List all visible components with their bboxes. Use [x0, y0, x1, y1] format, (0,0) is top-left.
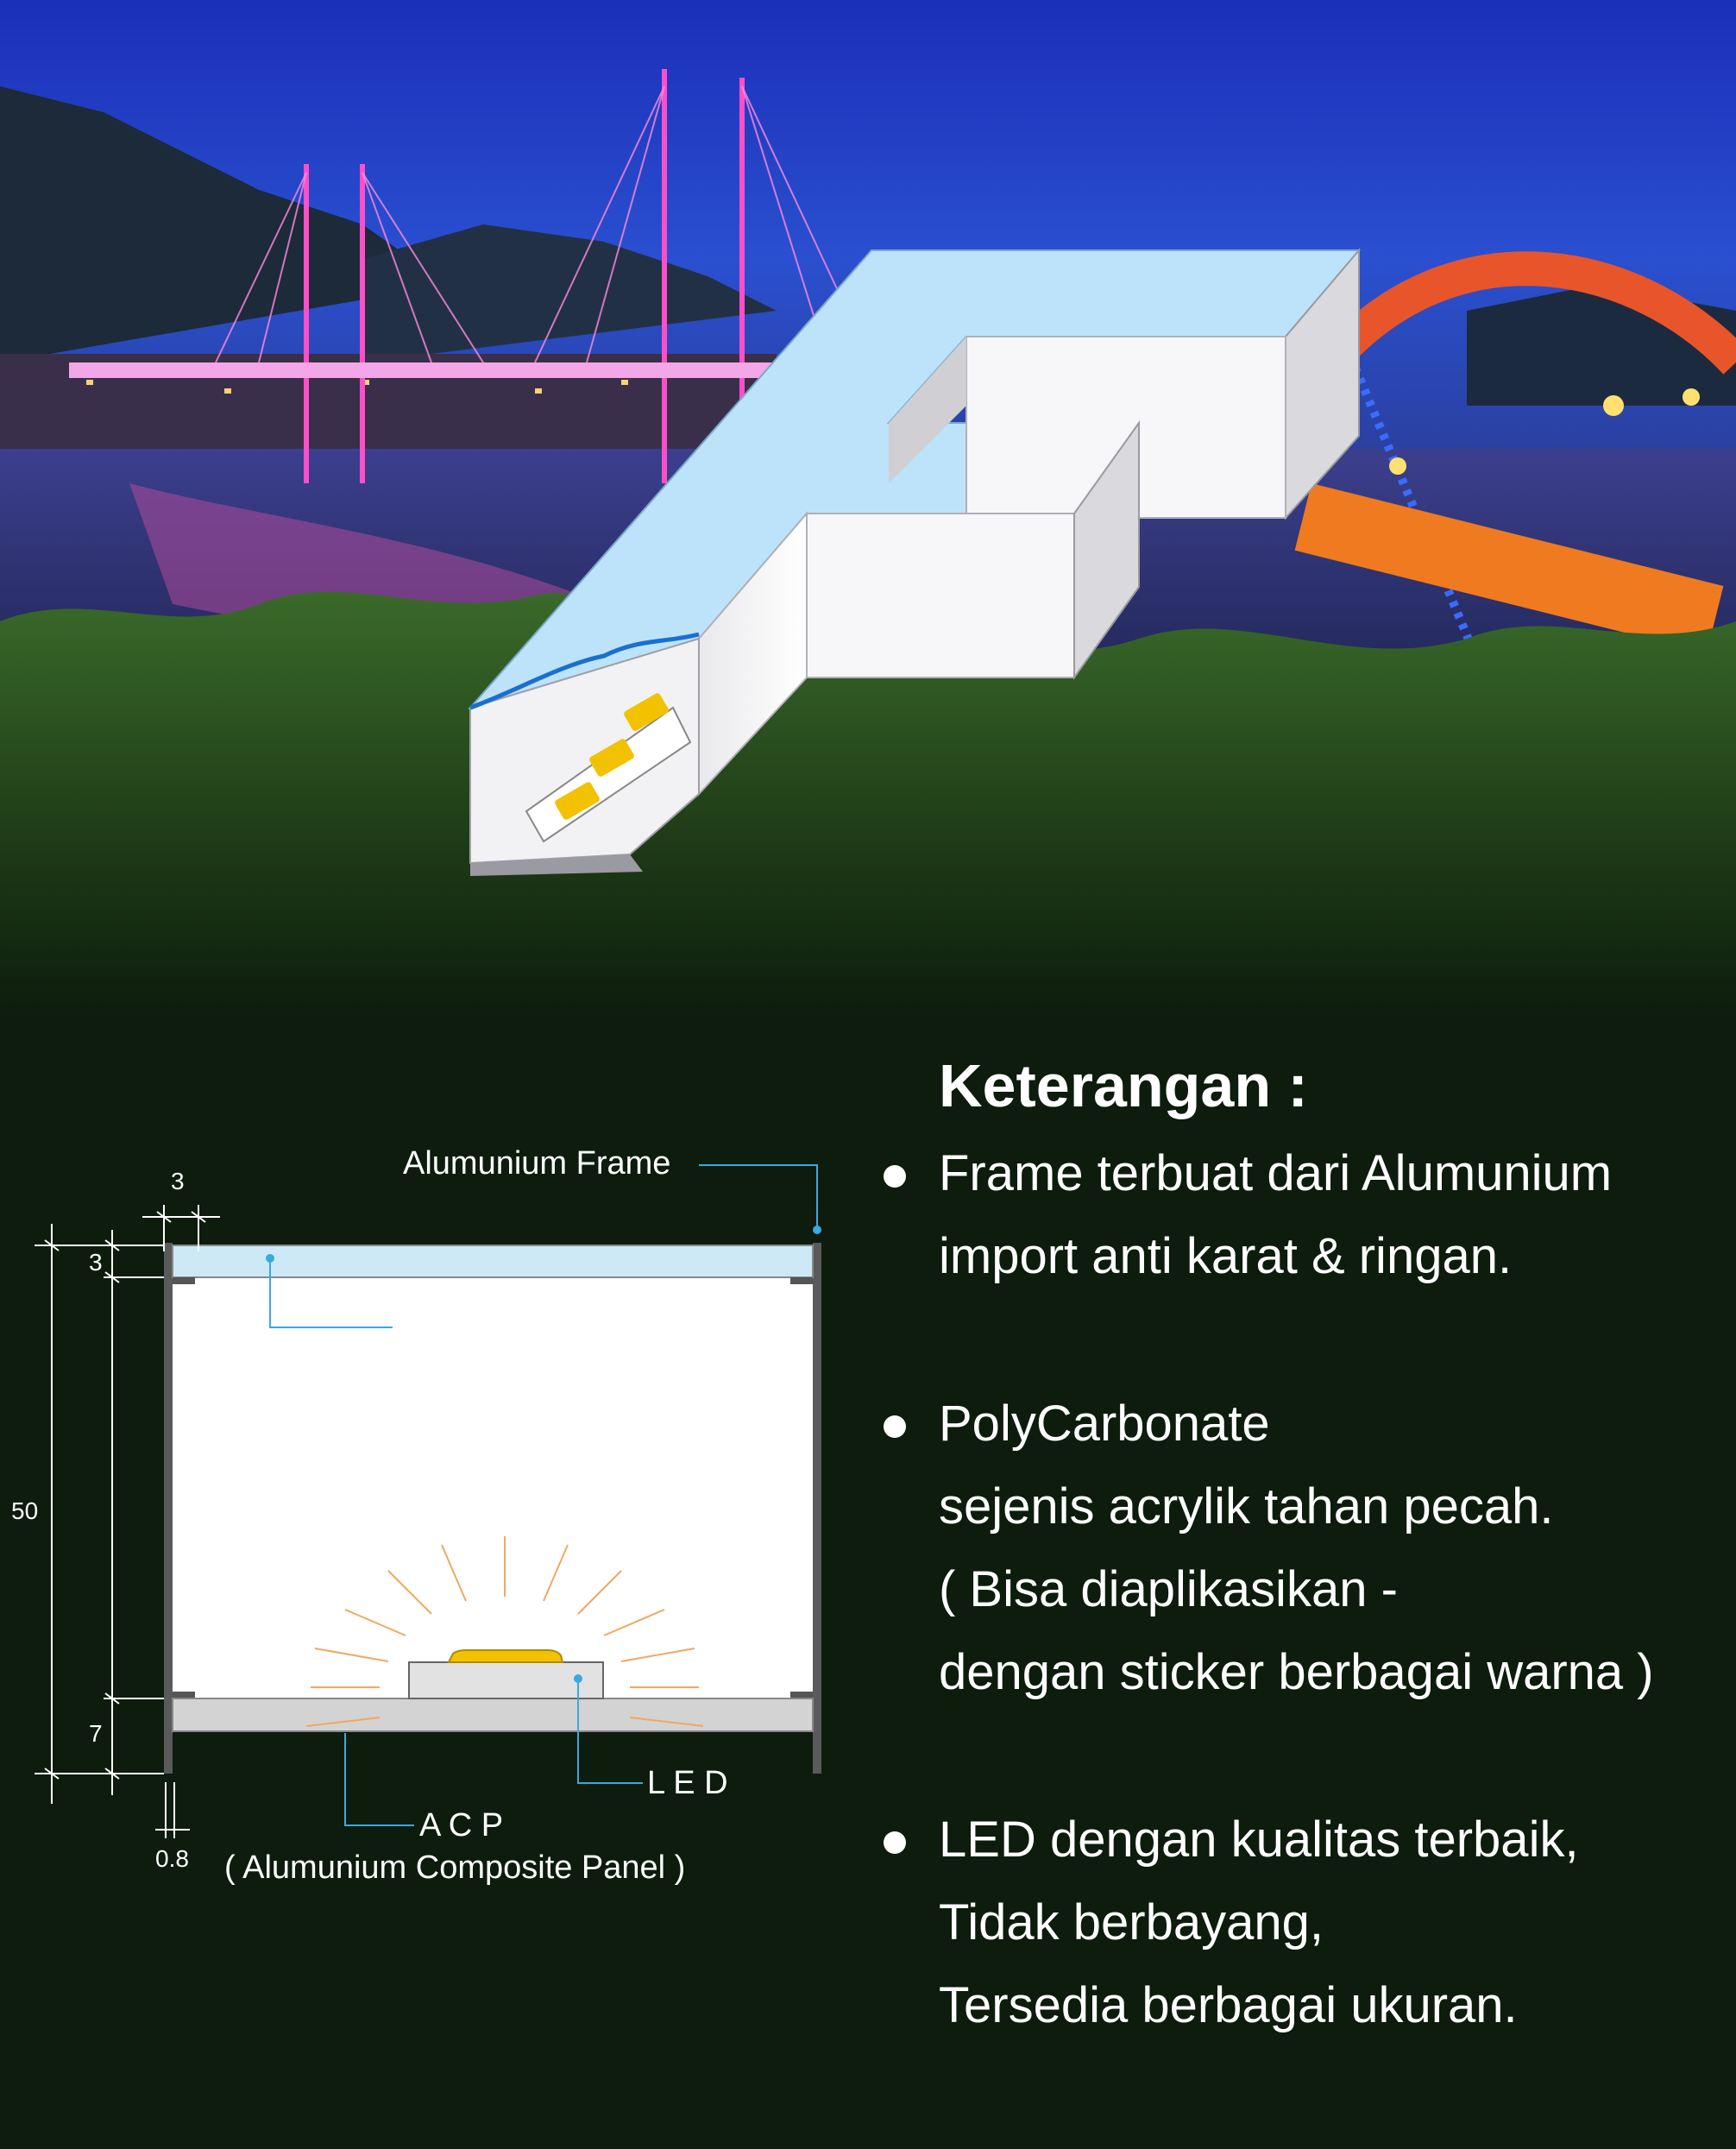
dim-acrylic-thickness: 3	[89, 1249, 103, 1276]
note-line: ( Bisa diaplikasikan -	[939, 1561, 1398, 1617]
note-line: Tersedia berbagai ukuran.	[939, 1977, 1518, 2033]
frame-right-wall	[813, 1243, 821, 1774]
label-acp: A C P	[419, 1807, 504, 1844]
note-line: dengan sticker berbagai warna )	[939, 1644, 1654, 1700]
note-line: PolyCarbonate	[939, 1396, 1270, 1452]
note-line: import anti karat & ringan.	[939, 1228, 1513, 1284]
dim-frame-thickness: 0.8	[155, 1845, 189, 1872]
note-line: Frame terbuat dari Alumunium	[939, 1145, 1613, 1201]
note-item	[871, 1799, 1726, 2047]
cross-section-diagram	[0, 1122, 863, 1950]
label-led: L E D	[647, 1765, 728, 1802]
led-base	[409, 1662, 603, 1698]
note-item	[871, 1383, 1726, 1714]
bullet-icon	[884, 1831, 906, 1854]
note-line: LED dengan kualitas terbaik,	[939, 1812, 1579, 1868]
acp-callout-line	[345, 1733, 414, 1825]
dim-top-width: 3	[171, 1168, 185, 1194]
notes-title: Keterangan :	[939, 1052, 1308, 1119]
led-chip	[449, 1650, 563, 1662]
note-line: Tidak berbayang,	[939, 1894, 1324, 1950]
notes-panel	[871, 1044, 1726, 2132]
hero-photo	[0, 0, 1736, 1018]
dim-total-height: 50	[11, 1497, 39, 1524]
label-alumunium-frame: Alumunium Frame	[403, 1145, 671, 1182]
label-acrylick: Acrylick 3mm	[397, 1309, 592, 1346]
note-item	[871, 1132, 1726, 1298]
note-line: sejenis acrylik tahan pecah.	[939, 1478, 1554, 1535]
frame-left-wall	[164, 1243, 173, 1774]
bullet-icon	[884, 1165, 906, 1188]
frame-callout-line	[699, 1165, 817, 1230]
label-acp-full: ( Alumunium Composite Panel )	[224, 1850, 686, 1887]
dimension-values	[11, 1168, 189, 1872]
dim-acp-thickness: 7	[89, 1720, 103, 1747]
bullet-icon	[884, 1415, 906, 1438]
acp-panel	[173, 1698, 813, 1731]
